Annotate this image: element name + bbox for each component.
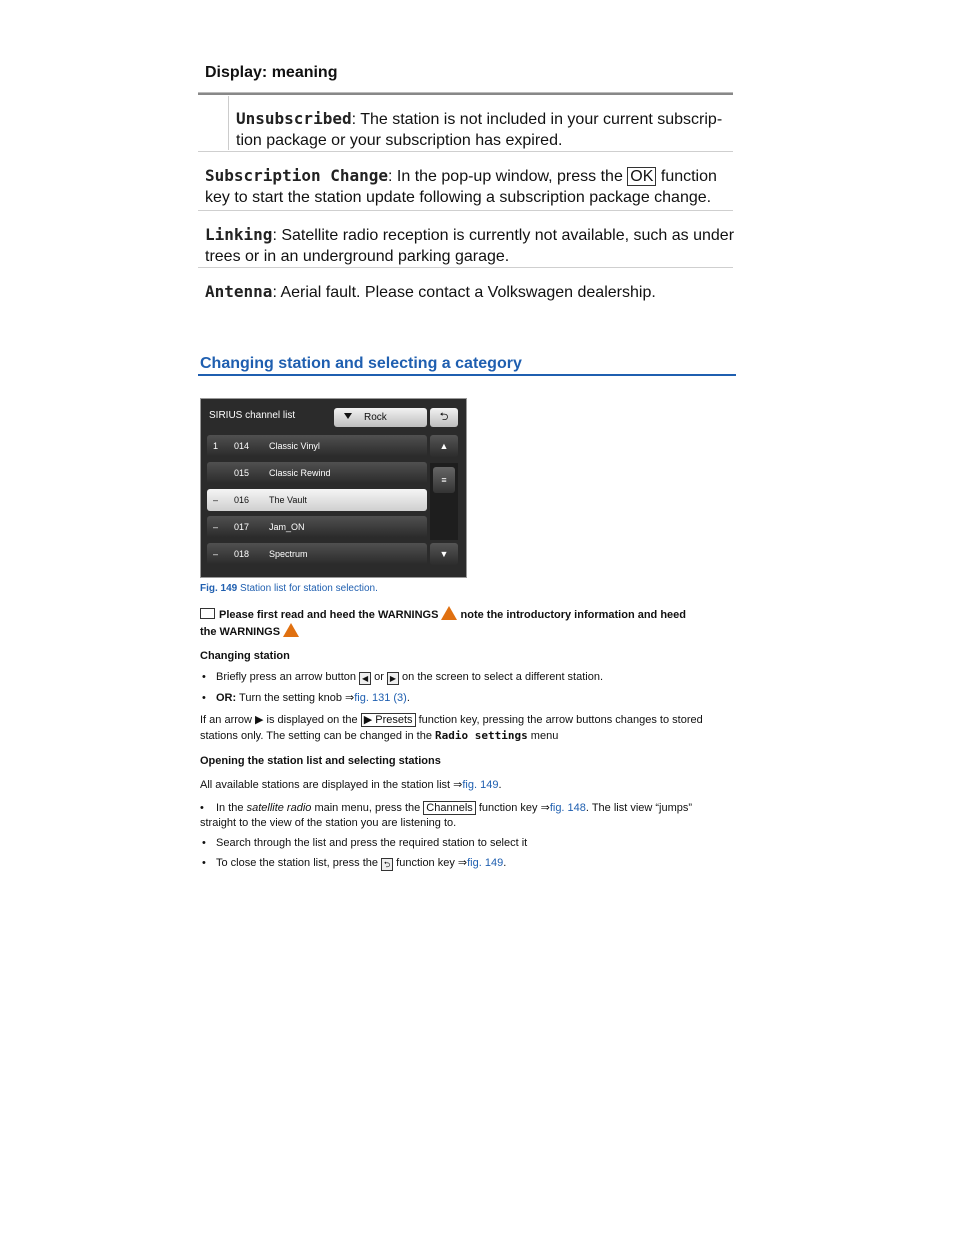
- term-antenna: Antenna: [205, 282, 273, 301]
- list-item: • In the satellite radio main menu, press the Channels function key ⇒fig. 148. The list view “jumps” straight to the view of the station you are listening to.: [200, 802, 693, 829]
- category-dropdown[interactable]: [334, 408, 427, 427]
- list-item: • Search through the list and press the required station to select it: [202, 837, 528, 849]
- category-label: Rock: [364, 412, 387, 423]
- chevron-down-icon: [344, 413, 352, 419]
- table-top-rule: [198, 92, 733, 95]
- table-row-antenna: Antenna: Aerial fault. Please contact a Volkswagen dealership.: [205, 282, 656, 301]
- table-header: Display: meaning: [205, 64, 338, 81]
- scroll-down-icon[interactable]: ▼: [430, 543, 458, 565]
- book-icon: [200, 608, 215, 619]
- fig-131-link[interactable]: fig. 131 (3): [354, 692, 407, 704]
- presets-paragraph: If an arrow ▶ is displayed on the ▶ Presets function key, pressing the arrow buttons changes to stored stations only. The setting can be changed in the Radio settings menu: [200, 714, 703, 742]
- section-rule: [198, 374, 736, 376]
- opening-paragraph: All available stations are displayed in the station list ⇒fig. 149.: [200, 779, 502, 791]
- arrow-left-icon: ◀: [359, 672, 371, 685]
- row-divider: [198, 151, 733, 152]
- menu-icon[interactable]: ≡: [433, 467, 455, 493]
- channels-key: Channels: [423, 801, 475, 815]
- table-row-subscription-change: Subscription Change: In the pop-up window, press the OK function key to start the station update following a subscription package change.: [205, 166, 717, 206]
- table-row-unsubscribed: Unsubscribed: The station is not included in your current subscrip- tion package or your subscription has expired.: [236, 109, 723, 149]
- fig-148-link[interactable]: fig. 148: [549, 802, 586, 814]
- opening-heading: Opening the station list and selecting stations: [200, 755, 441, 767]
- back-icon[interactable]: ⮌: [430, 408, 458, 427]
- term-subscription-change: Subscription Change: [205, 166, 389, 185]
- ok-key: OK: [627, 167, 656, 186]
- channel-row[interactable]: 015 Classic Rewind: [207, 462, 427, 484]
- table-row-linking: Linking: Satellite radio reception is currently not available, such as under trees or in an underground parking garage.: [205, 225, 735, 265]
- figure-caption: Fig. 149 Station list for station selection.: [200, 583, 378, 594]
- fig-149-link[interactable]: fig. 149: [462, 779, 499, 791]
- list-item: • OR: Turn the setting knob ⇒fig. 131 (3).: [202, 692, 410, 704]
- list-item: • To close the station list, press the ⮌ function key ⇒fig. 149.: [202, 857, 507, 869]
- section-title: Changing station and selecting a category: [200, 355, 522, 372]
- radio-settings-term: Radio settings: [435, 729, 528, 742]
- presets-key: ▶ Presets: [361, 713, 416, 727]
- row-divider: [198, 267, 733, 268]
- channel-row[interactable]: – 018 Spectrum: [207, 543, 427, 565]
- station-list-screen: [200, 398, 467, 578]
- term-linking: Linking: [205, 225, 273, 244]
- channel-row[interactable]: – 017 Jam_ON: [207, 516, 427, 538]
- warning-icon: [283, 623, 299, 637]
- list-item: • Briefly press an arrow button ◀ or ▶ on the screen to select a different station.: [202, 671, 604, 683]
- changing-station-heading: Changing station: [200, 650, 290, 662]
- row-divider: [198, 210, 733, 211]
- back-icon: ⮌: [381, 858, 393, 871]
- warning-icon: [441, 606, 457, 620]
- channel-row[interactable]: 1 014 Classic Vinyl: [207, 435, 427, 457]
- arrow-right-icon: ▶: [387, 672, 399, 685]
- channel-row-selected[interactable]: – 016 The Vault: [207, 489, 427, 511]
- term-unsubscribed: Unsubscribed: [236, 109, 352, 128]
- fig-149-link[interactable]: fig. 149: [467, 857, 504, 869]
- screen-title: SIRIUS channel list: [209, 410, 296, 421]
- scroll-up-icon[interactable]: ▲: [430, 435, 458, 457]
- warnings-note: Please first read and heed the WARNINGS note the introductory information and heed the WARNINGS: [200, 606, 740, 640]
